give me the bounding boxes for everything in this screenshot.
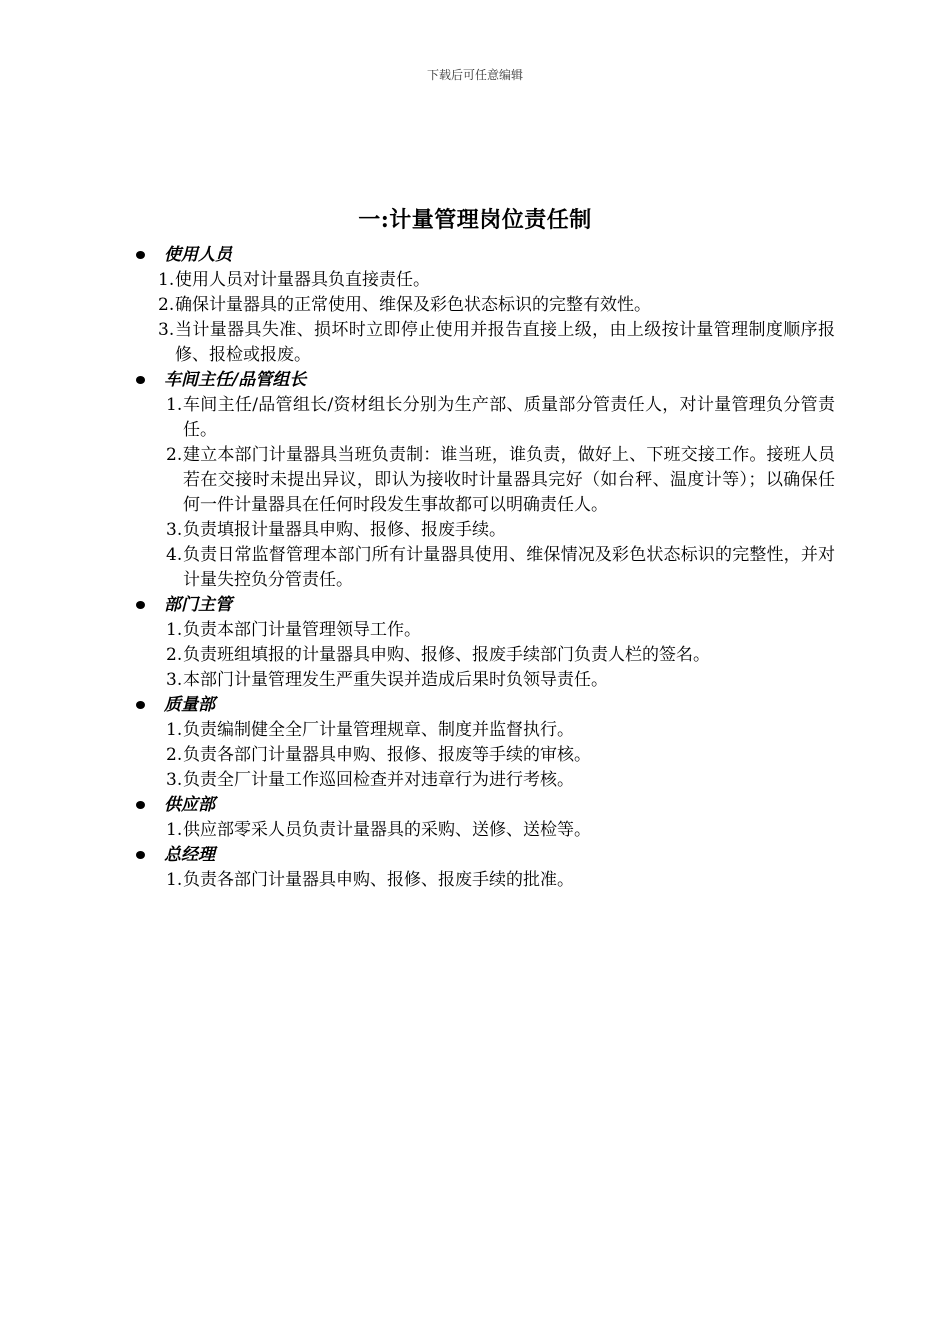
section-heading: [130, 843, 835, 868]
item-text: 负责日常监督管理本部门所有计量器具使用、维保情况及彩色状态标识的完整性，并对计量失控负分管责任。: [183, 545, 835, 590]
item-text: 负责各部门计量器具申购、报修、报废等手续的审核。: [183, 745, 591, 765]
item-text: 负责编制健全全厂计量管理规章、制度并监督执行。: [183, 720, 574, 740]
bullet-icon: [136, 376, 145, 384]
section-department-head: [130, 593, 835, 693]
list-item: [130, 268, 835, 293]
list-item: [130, 618, 835, 643]
item-text: 负责填报计量器具申购、报修、报废手续。: [183, 520, 506, 540]
item-number: 3.: [166, 670, 183, 690]
list-item: [130, 293, 835, 318]
list-item: [130, 543, 835, 593]
list-item: [130, 518, 835, 543]
item-text: 负责全厂计量工作巡回检查并对违章行为进行考核。: [183, 770, 574, 790]
document-body: [130, 243, 835, 893]
bullet-icon: [136, 701, 145, 709]
item-number: 2.: [158, 295, 175, 315]
list-item: [130, 643, 835, 668]
list-item: [130, 318, 835, 368]
item-number: 3.: [158, 320, 175, 340]
page-header-note: 下载后可任意编辑: [426, 68, 523, 82]
item-number: 3.: [166, 520, 183, 540]
item-number: 2.: [166, 445, 183, 465]
item-text: 使用人员对计量器具负直接责任。: [175, 270, 430, 290]
item-number: 1.: [166, 395, 183, 415]
item-number: 2.: [166, 745, 183, 765]
item-number: 1.: [166, 720, 183, 740]
section-heading: [130, 793, 835, 818]
section-heading: [130, 593, 835, 618]
bullet-icon: [136, 801, 145, 809]
section-heading-text: 质量部: [164, 695, 215, 715]
item-text: 本部门计量管理发生严重失误并造成后果时负领导责任。: [183, 670, 608, 690]
section-heading-text: 供应部: [164, 795, 215, 815]
section-quality-dept: [130, 693, 835, 793]
item-number: 3.: [166, 770, 183, 790]
item-text: 建立本部门计量器具当班负责制：谁当班，谁负责，做好上、下班交接工作。接班人员若在交接时未提出异议，即认为接收时计量器具完好（如台秤、温度计等）；以确保任何一件计量器具在任何时段发生事故都可以明确责任人。: [183, 445, 835, 515]
item-text: 负责班组填报的计量器具申购、报修、报废手续部门负责人栏的签名。: [183, 645, 710, 665]
item-list: [130, 268, 835, 368]
item-text: 供应部零采人员负责计量器具的采购、送修、送检等。: [183, 820, 591, 840]
item-number: 1.: [166, 820, 183, 840]
item-list: [130, 718, 835, 793]
section-workshop-director: [130, 368, 835, 593]
list-item: [130, 818, 835, 843]
section-users: [130, 243, 835, 368]
document-title: 一:计量管理岗位责任制: [358, 207, 592, 233]
list-item: [130, 868, 835, 893]
list-item: [130, 718, 835, 743]
item-text: 确保计量器具的正常使用、维保及彩色状态标识的完整有效性。: [175, 295, 651, 315]
item-list: [130, 618, 835, 693]
section-heading-text: 车间主任/品管组长: [164, 370, 307, 390]
item-text: 车间主任/品管组长/资材组长分别为生产部、质量部分管责任人，对计量管理负分管责任。: [183, 395, 835, 440]
item-list: [130, 818, 835, 843]
item-list: [130, 868, 835, 893]
item-number: 1.: [158, 270, 175, 290]
section-supply-dept: [130, 793, 835, 843]
section-general-manager: [130, 843, 835, 893]
section-heading-text: 使用人员: [164, 245, 232, 265]
item-text: 当计量器具失准、损坏时立即停止使用并报告直接上级，由上级按计量管理制度顺序报修、报检或报废。: [175, 320, 835, 365]
item-text: 负责本部门计量管理领导工作。: [183, 620, 421, 640]
section-heading: [130, 693, 835, 718]
list-item: [130, 668, 835, 693]
list-item: [130, 743, 835, 768]
bullet-icon: [136, 851, 145, 859]
item-number: 2.: [166, 645, 183, 665]
item-number: 1.: [166, 870, 183, 890]
section-heading: [130, 368, 835, 393]
item-number: 4.: [166, 545, 183, 565]
item-number: 1.: [166, 620, 183, 640]
section-heading-text: 部门主管: [164, 595, 232, 615]
bullet-icon: [136, 251, 145, 259]
bullet-icon: [136, 601, 145, 609]
section-heading: [130, 243, 835, 268]
section-heading-text: 总经理: [164, 845, 215, 865]
list-item: [130, 443, 835, 518]
list-item: [130, 393, 835, 443]
item-list: [130, 393, 835, 593]
list-item: [130, 768, 835, 793]
item-text: 负责各部门计量器具申购、报修、报废手续的批准。: [183, 870, 574, 890]
